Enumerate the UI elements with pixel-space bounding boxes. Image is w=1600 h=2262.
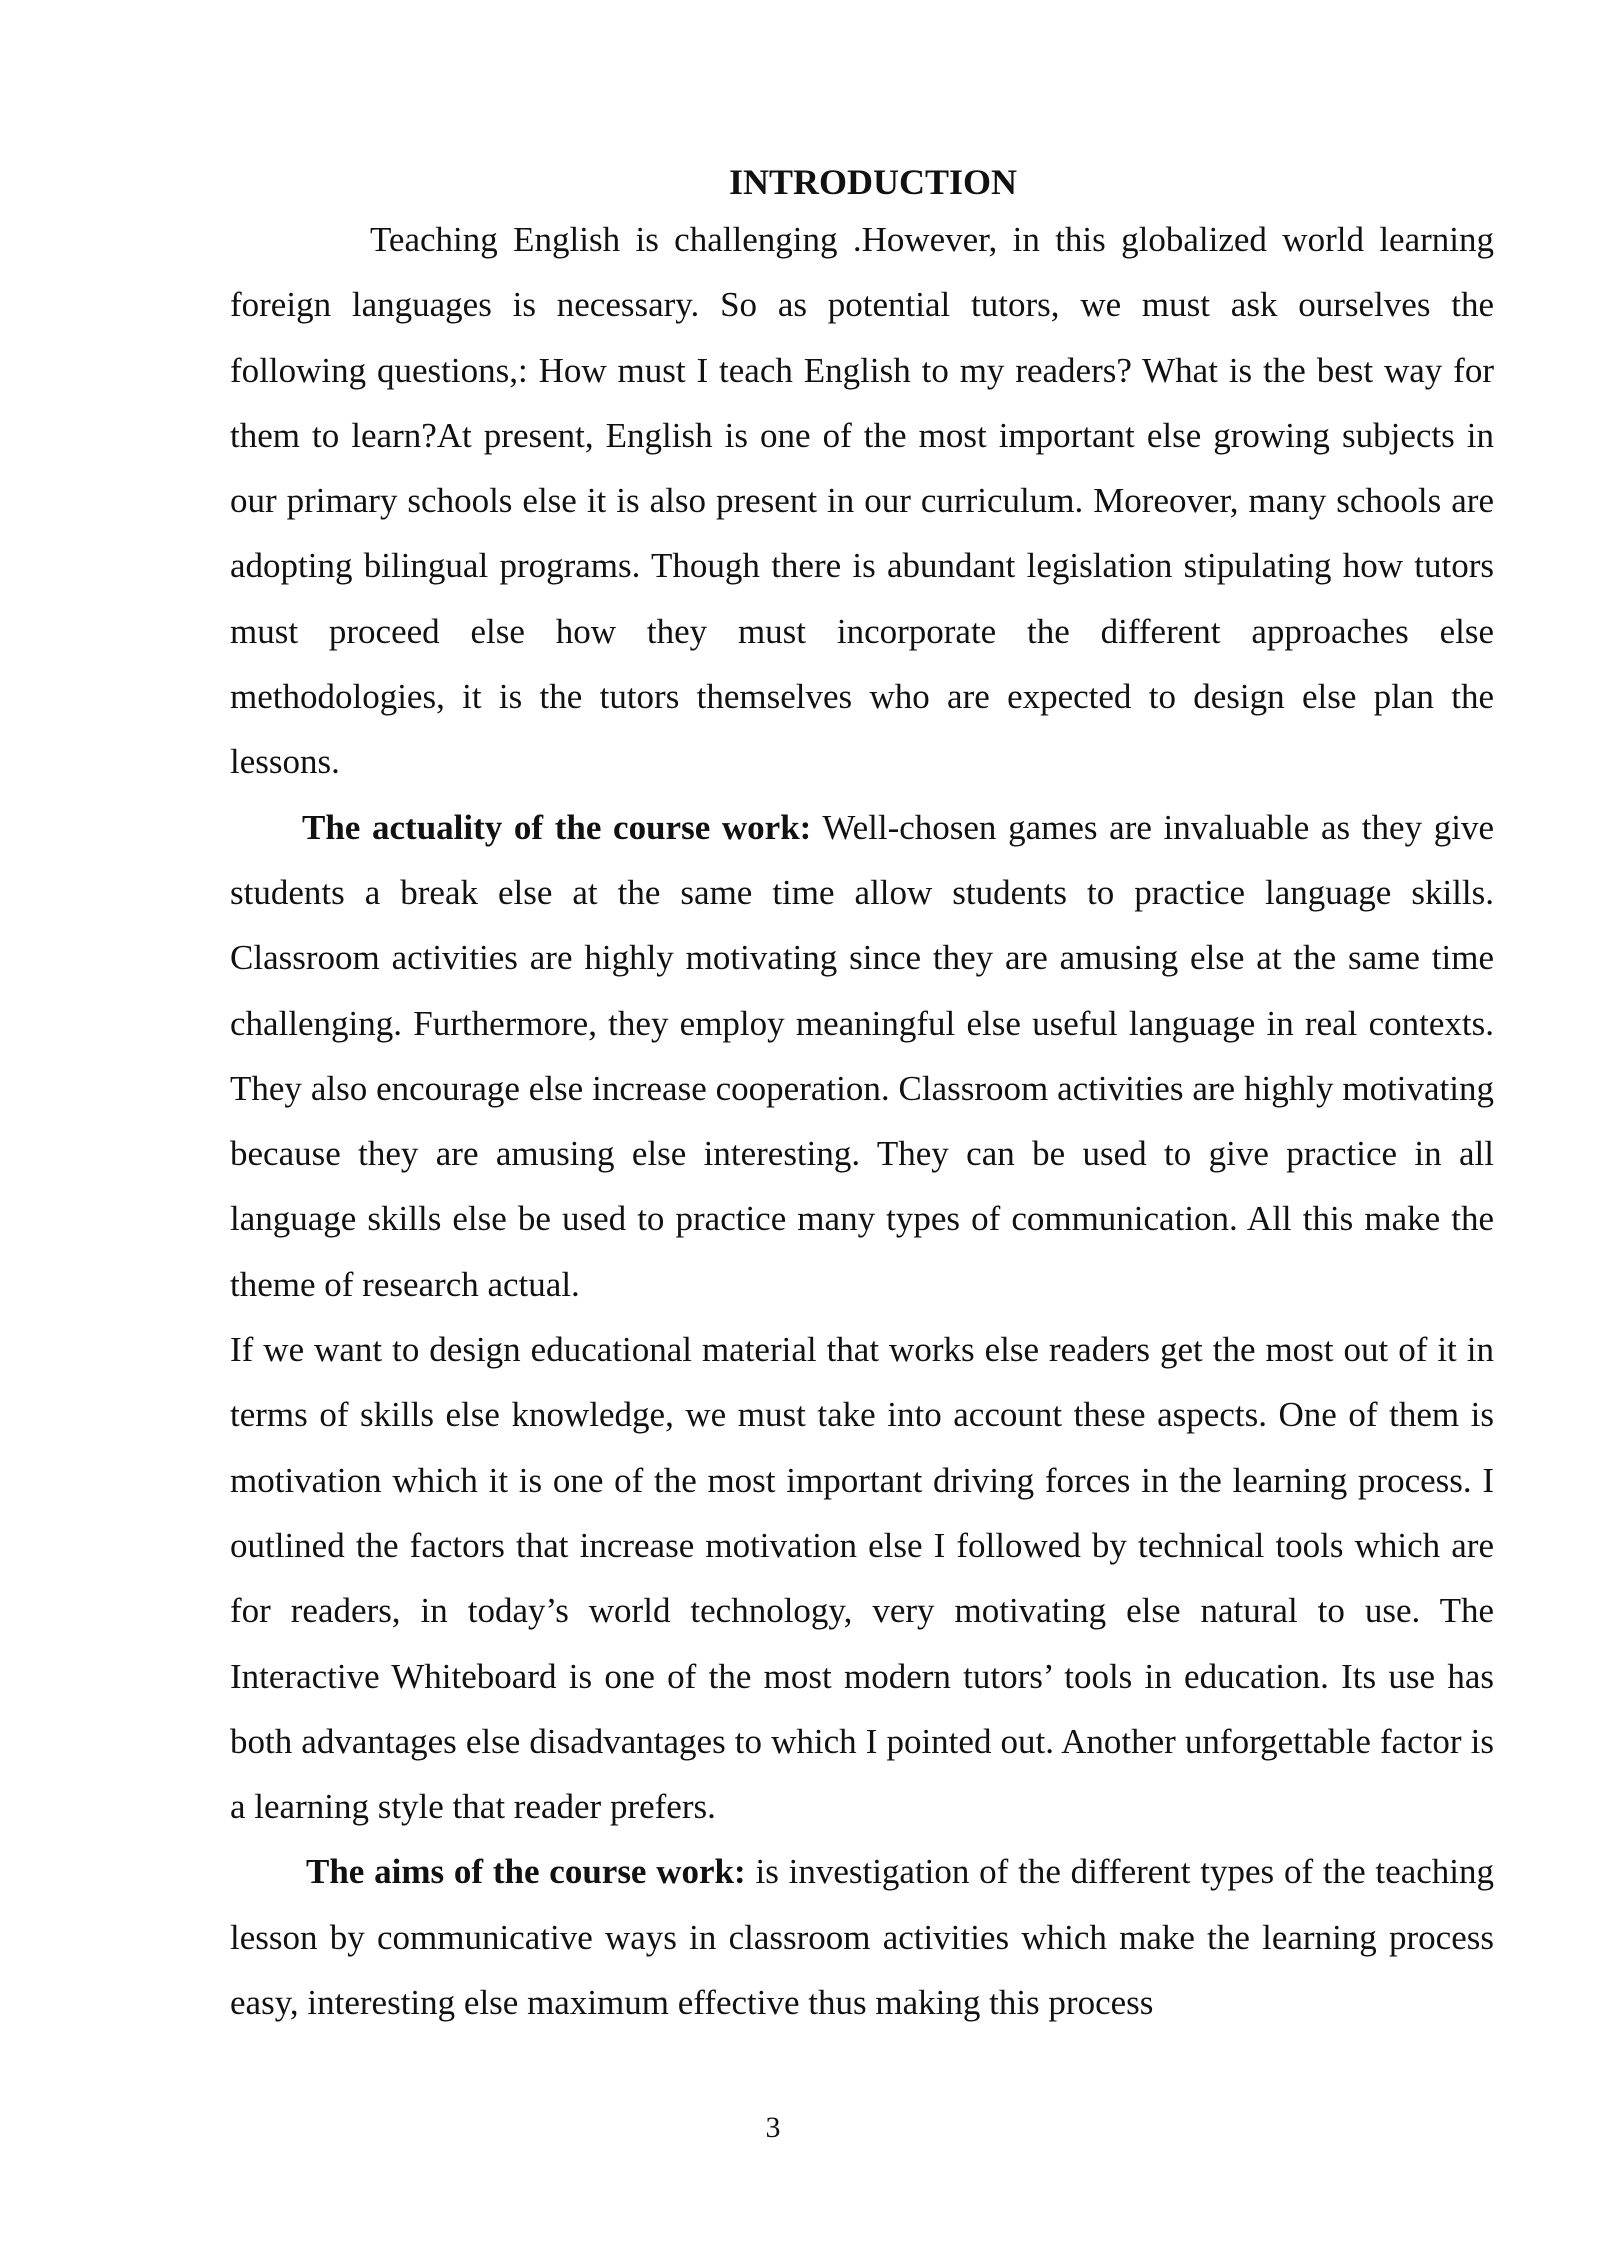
paragraph-actuality bbox=[230, 795, 1494, 1317]
paragraph-lead-aims: The aims of the course work: bbox=[306, 1852, 746, 1892]
paragraph-text: Well-chosen games are invaluable as they give students a break else at the same time allow students to practice language skills. Classroom activities are highly motivating since they are amusing else at the same time challenging. Furthermore, they employ meaningful else useful language in real contexts. They also encourage else increase cooperation. Classroom activities are highly motivating because they are amusing else interesting. They can be used to give practice in all language skills else be used to practice many types of communication. All this make the theme of research actual. bbox=[230, 807, 1494, 1304]
paragraph-motivation bbox=[230, 1317, 1494, 1839]
page-number: 3 bbox=[765, 2111, 781, 2144]
paragraph-text: is investigation of the different types of the teaching lesson by communicative ways in classroom activities which make the learning process easy, interesting else maximum effective thus making this process bbox=[230, 1852, 1494, 2023]
paragraph-introduction bbox=[230, 207, 1494, 795]
page-content bbox=[230, 160, 1494, 2035]
paragraph-text: If we want to design educational material that works else readers get the most out of it in terms of skills else knowledge, we must take into account these aspects. One of them is motivation which it is one of the most important driving forces in the learning process. I outlined the factors that increase motivation else I followed by technical tools which are for readers, in today’s world technology, very motivating else natural to use. The Interactive Whiteboard is one of the most modern tutors’ tools in education. Its use has both advantages else disadvantages to which I pointed out. Another unforgettable factor is a learning style that reader prefers. bbox=[230, 1330, 1494, 1827]
paragraph-lead-actuality: The actuality of the course work: bbox=[302, 807, 812, 847]
paragraph-text: Teaching English is challenging .However, in this globalized world learning foreign languages is necessary. So as potential tutors, we must ask ourselves the following questions,: How must I teach English to my readers? What is the best way for them to learn?At present, English is one of the most important else growing subjects in our primary schools else it is also present in our curriculum. Moreover, many schools are adopting bilingual programs. Though there is abundant legislation stipulating how tutors must proceed else how they must incorporate the different approaches else methodologies, it is the tutors themselves who are expected to design else plan the lessons. bbox=[230, 220, 1494, 782]
page-title: INTRODUCTION bbox=[728, 162, 1018, 202]
paragraph-aims bbox=[230, 1839, 1494, 2035]
